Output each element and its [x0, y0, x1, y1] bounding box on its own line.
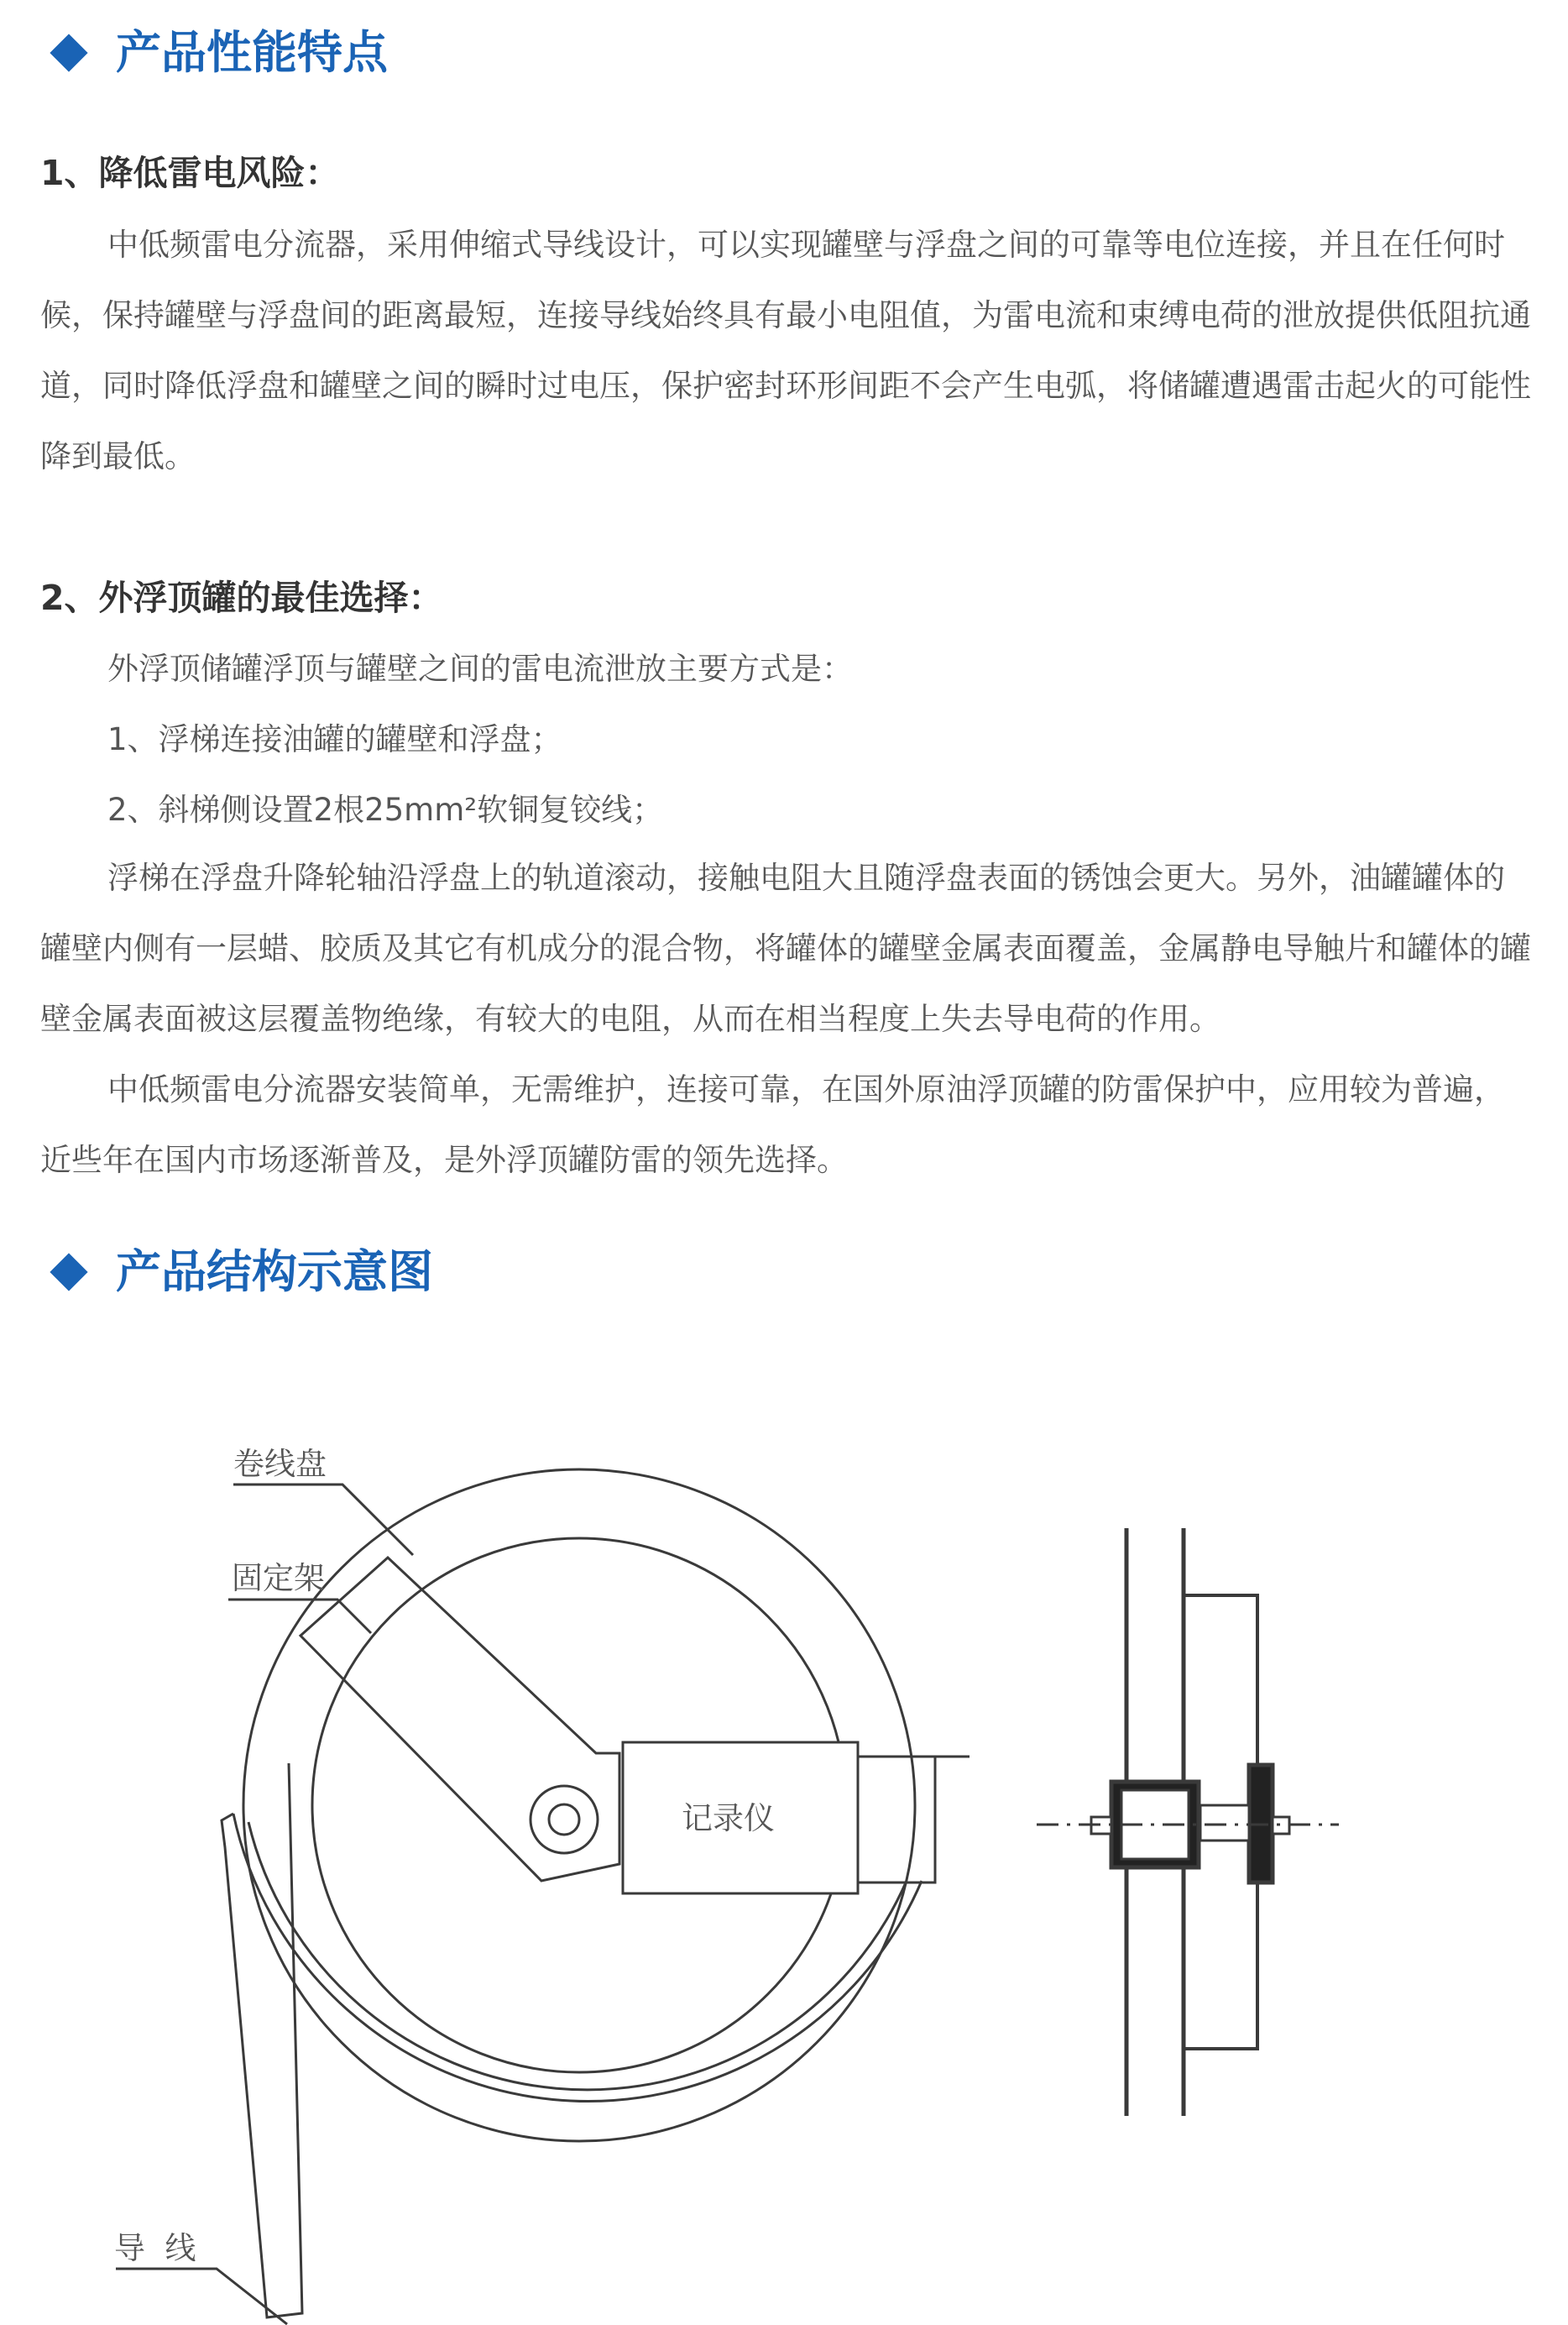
feature-2-paragraph-2: 中低频雷电分流器安装简单，无需维护，连接可靠，在国外原油浮顶罐的防雷保护中，应用较为普遍，近些年在国内市场逐渐普及，是外浮顶罐防雷的领先选择。 [40, 1071, 1505, 1178]
label-recorder: 记录仪 [682, 1800, 775, 1836]
feature-1-paragraph: 中低频雷电分流器，采用伸缩式导线设计，可以实现罐壁与浮盘之间的可靠等电位连接，并且在任何时候，保持罐壁与浮盘间的距离最短，连接导线始终具有最小电阻值，为雷电流和束缚电荷的泄放提供低阻抗通道，同时降低浮盘和罐壁之间的瞬时过电压，保护密封环形间距不会产生电弧，将储罐遭遇雷击起火的可能性降到最低。 [40, 227, 1531, 474]
label-reel: 卷线盘 [233, 1446, 327, 1482]
section-title-text: 产品结构示意图 [116, 1245, 433, 1298]
structure-diagram [0, 1310, 1568, 2325]
side-view [1091, 1528, 1289, 2116]
leader-reel [233, 1485, 413, 1555]
feature-2-list-item-1: 1、浮梯连接油罐的罐壁和浮盘； [107, 721, 562, 757]
section-title-features [49, 26, 388, 79]
feature-1-heading: 1、降低雷电风险： [40, 153, 340, 193]
recorder-clip [858, 1757, 935, 1883]
leader-bracket [228, 1600, 371, 1633]
diamond-bullet-icon [50, 34, 87, 71]
feature-2-heading: 2、外浮顶罐的最佳选择： [40, 578, 443, 618]
axle-outer [531, 1786, 598, 1853]
axle-inner [549, 1804, 579, 1835]
section-title-structure [49, 1245, 433, 1298]
feature-2-list-item-2: 2、斜梯侧设置2根25mm²软铜复铰线； [107, 792, 664, 828]
diamond-bullet-icon [50, 1253, 87, 1291]
leader-wire [116, 2269, 287, 2324]
feature-2-paragraph-1: 浮梯在浮盘升降轮轴沿浮盘上的轨道滚动，接触电阻大且随浮盘表面的锈蚀会更大。另外，油罐罐体的罐壁内侧有一层蜡、胶质及其它有机成分的混合物，将罐体的罐壁金属表面覆盖，金属静电导触片和罐体的罐壁金属表面被这层覆盖物绝缘，有较大的电阻，从而在相当程度上失去导电荷的作用。 [40, 860, 1531, 1037]
section-title-text: 产品性能特点 [116, 26, 388, 79]
wire-lead [222, 1763, 302, 2317]
feature-2-intro: 外浮顶储罐浮顶与罐壁之间的雷电流泄放主要方式是： [107, 651, 853, 687]
label-wire: 导 线 [114, 2230, 196, 2266]
label-bracket: 固定架 [232, 1560, 325, 1596]
